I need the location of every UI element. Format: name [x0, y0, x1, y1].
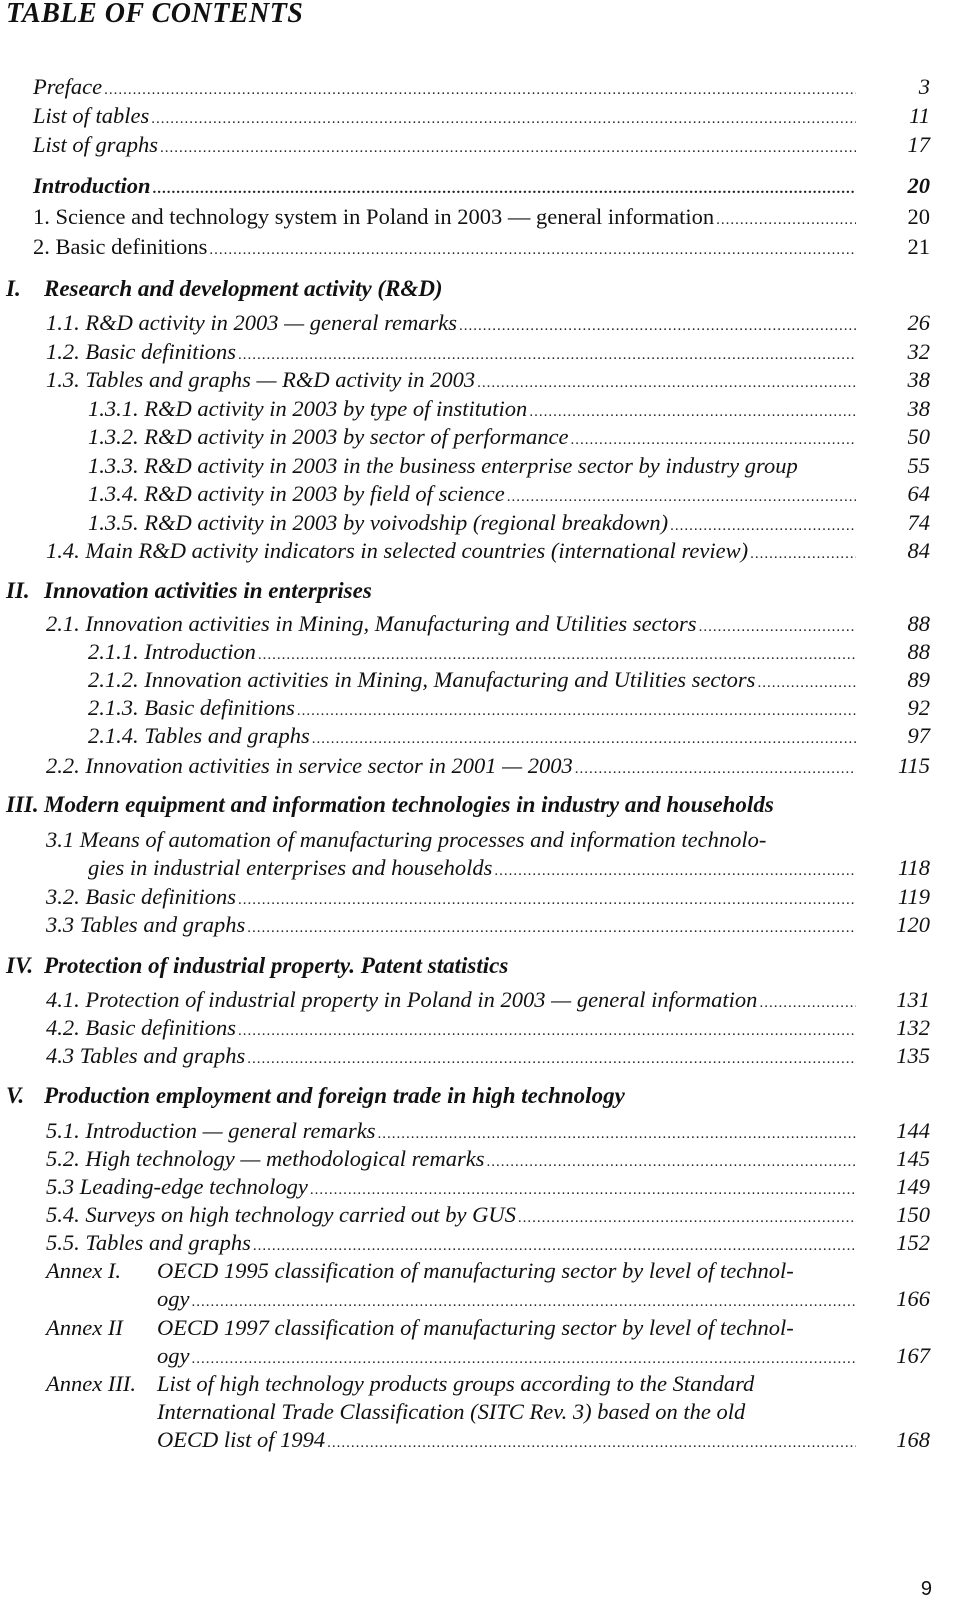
leader-dots [310, 1182, 856, 1199]
section-heading[interactable] [6, 792, 774, 818]
toc-entry[interactable] [88, 396, 856, 422]
annex-title-line: OECD 1997 classification of manufacturing sector by level of technol- [157, 1315, 794, 1340]
toc-entry[interactable] [157, 1427, 856, 1453]
page-title: TABLE OF CONTENTS [6, 0, 304, 29]
toc-page-number: 74 [907, 510, 930, 535]
toc-page-number: 21 [907, 234, 930, 259]
toc-page-number: 88 [907, 639, 930, 664]
toc-entry[interactable] [46, 310, 856, 336]
toc-entry[interactable] [88, 667, 856, 693]
toc-entry-label: 1.3. Tables and graphs — R&D activity in 2003 [46, 367, 476, 392]
leader-dots [258, 647, 856, 664]
leader-dots [253, 1238, 856, 1255]
toc-entry[interactable] [157, 1286, 856, 1312]
toc-entry[interactable] [46, 884, 856, 910]
toc-page-number: 120 [896, 912, 930, 937]
toc-entry-label: 1.2. Basic definitions [46, 339, 236, 364]
section-title: Modern equipment and information technologies in industry and households [44, 792, 774, 817]
toc-entry[interactable] [46, 1118, 856, 1144]
toc-page-number: 118 [897, 855, 930, 880]
leader-dots [529, 404, 856, 421]
toc-page-number: 119 [897, 884, 930, 909]
toc-entry-label: 5.4. Surveys on high technology carried out by GUS [46, 1202, 516, 1227]
section-title: Protection of industrial property. Patent statistics [44, 953, 509, 978]
toc-entry-label: 3.3 Tables and graphs [46, 912, 246, 937]
leader-dots [494, 863, 856, 880]
toc-entry[interactable] [88, 424, 856, 450]
toc-entry-label: 4.1. Protection of industrial property in Poland in 2003 — general information [46, 987, 758, 1012]
toc-page-number: 50 [907, 424, 930, 449]
toc-entry-label: gies in industrial enterprises and households [88, 855, 493, 880]
leader-dots [238, 1023, 856, 1040]
toc-entry[interactable] [33, 103, 856, 129]
leader-dots [327, 1435, 856, 1452]
leader-dots [670, 518, 856, 535]
leader-dots [297, 703, 856, 720]
leader-dots [247, 1051, 856, 1068]
toc-entry-label: 1.4. Main R&D activity indicators in selected countries (international review) [46, 538, 749, 563]
toc-page-number: 20 [907, 204, 930, 229]
leader-dots [759, 995, 856, 1012]
toc-entry-label: 5.1. Introduction — general remarks [46, 1118, 376, 1143]
toc-entry[interactable] [46, 339, 856, 365]
annex-label: Annex II [46, 1315, 123, 1340]
toc-entry[interactable] [33, 132, 856, 158]
leader-dots [571, 432, 856, 449]
leader-dots [312, 731, 856, 748]
toc-entry[interactable] [46, 1146, 856, 1172]
section-number: II. [6, 578, 30, 603]
toc-entry[interactable] [46, 1230, 856, 1256]
toc-entry-label: 4.3 Tables and graphs [46, 1043, 246, 1068]
toc-page-number: 88 [907, 611, 930, 636]
toc-page-number: 152 [896, 1230, 930, 1255]
toc-entry-label: 2.2. Innovation activities in service sector in 2001 — 2003 [46, 753, 573, 778]
toc-page-number: 115 [897, 753, 930, 778]
toc-page-number: 92 [907, 695, 930, 720]
toc-page-number: 132 [896, 1015, 930, 1040]
toc-entry[interactable] [88, 855, 856, 881]
toc-entry[interactable] [33, 173, 856, 199]
annex-label: Annex III. [46, 1371, 136, 1396]
toc-entry-label: 3.1 Means of automation of manufacturing processes and information technolo- [46, 827, 767, 852]
toc-entry-label: 2. Basic definitions [33, 234, 208, 259]
leader-dots [757, 675, 856, 692]
toc-page-number: 168 [896, 1427, 930, 1452]
leader-dots [750, 546, 856, 563]
toc-page-number: 97 [907, 723, 930, 748]
toc-entry[interactable] [46, 1174, 856, 1200]
toc-page-number: 150 [896, 1202, 930, 1227]
leader-dots [699, 619, 856, 636]
leader-dots [378, 1126, 856, 1143]
toc-entry-label: 1.3.5. R&D activity in 2003 by voivodship (regional breakdown) [88, 510, 669, 535]
section-title: Production employment and foreign trade in high technology [44, 1083, 625, 1108]
toc-entry[interactable] [46, 1202, 856, 1228]
toc-entry-label: ogy [157, 1343, 190, 1368]
toc-entry-label: OECD list of 1994 [157, 1427, 326, 1452]
toc-entry[interactable] [46, 611, 856, 637]
toc-entry-label: 3.2. Basic definitions [46, 884, 236, 909]
toc-entry[interactable] [88, 695, 856, 721]
toc-entry-label: 5.5. Tables and graphs [46, 1230, 251, 1255]
toc-entry-label: 5.2. High technology — methodological remarks [46, 1146, 485, 1171]
leader-dots [209, 242, 856, 259]
toc-page-number: 89 [907, 667, 930, 692]
annex-title-line: International Trade Classification (SITC Rev. 3) based on the old [157, 1399, 746, 1424]
toc-entry-label: 1.3.1. R&D activity in 2003 by type of institution [88, 396, 528, 421]
toc-entry-label: 2.1. Innovation activities in Mining, Manufacturing and Utilities sectors [46, 611, 697, 636]
section-heading[interactable] [6, 276, 443, 302]
toc-entry-label: 2.1.3. Basic definitions [88, 695, 295, 720]
toc-page-number: 149 [896, 1174, 930, 1199]
leader-dots [151, 111, 856, 128]
toc-entry-label: Preface [33, 74, 103, 99]
leader-dots [192, 1351, 857, 1368]
toc-entry[interactable] [46, 1015, 856, 1041]
toc-entry-label: Introduction [33, 173, 151, 198]
toc-page-number: 3 [918, 74, 930, 99]
toc-page-number: 167 [896, 1343, 930, 1368]
section-title: Innovation activities in enterprises [44, 578, 372, 603]
leader-dots [247, 920, 856, 937]
toc-entry[interactable] [46, 912, 856, 938]
leader-dots [716, 212, 856, 229]
toc-entry[interactable] [46, 538, 856, 564]
leader-dots [518, 1210, 856, 1227]
section-title: Research and development activity (R&D) [44, 276, 443, 301]
toc-entry[interactable] [88, 453, 798, 479]
leader-dots [160, 140, 856, 157]
toc-entry-label: 2.1.4. Tables and graphs [88, 723, 310, 748]
toc-entry[interactable] [33, 74, 856, 100]
toc-entry-label: List of graphs [33, 132, 159, 157]
leader-dots [486, 1154, 856, 1171]
toc-entry[interactable] [33, 204, 856, 230]
toc-entry[interactable] [46, 987, 856, 1013]
toc-page-number: 131 [896, 987, 930, 1012]
toc-entry[interactable] [46, 367, 856, 393]
toc-entry-label: 5.3 Leading-edge technology [46, 1174, 308, 1199]
leader-dots [459, 318, 856, 335]
toc-page-number: 145 [896, 1146, 930, 1171]
toc-entry-label: 1.1. R&D activity in 2003 — general remarks [46, 310, 457, 335]
toc-entry[interactable] [46, 753, 856, 779]
toc-entry-label: List of tables [33, 103, 150, 128]
toc-page-number: 11 [909, 103, 930, 128]
annex-title-line: List of high technology products groups according to the Standard [157, 1371, 755, 1396]
toc-page-number: 166 [896, 1286, 930, 1311]
toc-page-number: 144 [896, 1118, 930, 1143]
toc-entry-label: 2.1.1. Introduction [88, 639, 256, 664]
toc-entry[interactable] [88, 639, 856, 665]
toc-page-number: 17 [907, 132, 930, 157]
section-heading[interactable] [6, 953, 508, 979]
toc-entry-label: 1. Science and technology system in Poland in 2003 — general information [33, 204, 715, 229]
leader-dots [238, 347, 856, 364]
toc-page-number: 135 [896, 1043, 930, 1068]
annex-label: Annex I. [46, 1258, 121, 1283]
leader-dots [153, 181, 856, 198]
leader-dots [104, 82, 856, 99]
toc-entry[interactable] [88, 481, 856, 507]
toc-entry-label: 2.1.2. Innovation activities in Mining, Manufacturing and Utilities sectors [88, 667, 756, 692]
toc-page-number: 55 [907, 453, 930, 478]
toc-entry-label: 1.3.4. R&D activity in 2003 by field of science [88, 481, 505, 506]
toc-entry-label: ogy [157, 1286, 190, 1311]
leader-dots [192, 1294, 857, 1311]
section-number: III. [6, 792, 39, 817]
toc-entry[interactable] [88, 723, 856, 749]
leader-dots [477, 375, 856, 392]
toc-entry[interactable] [46, 1043, 856, 1069]
toc-entry-label: 4.2. Basic definitions [46, 1015, 236, 1040]
leader-dots [238, 892, 856, 909]
section-number: IV. [6, 953, 34, 978]
toc-page-number: 32 [907, 339, 930, 364]
toc-page-number: 38 [907, 396, 930, 421]
leader-dots [507, 489, 856, 506]
toc-entry[interactable] [157, 1343, 856, 1369]
toc-entry[interactable] [33, 234, 856, 260]
toc-page-number: 64 [907, 481, 930, 506]
leader-dots [575, 761, 856, 778]
toc-entry[interactable] [88, 510, 856, 536]
toc-page-number: 20 [907, 173, 930, 198]
section-heading[interactable] [6, 1083, 625, 1109]
annex-title-line: OECD 1995 classification of manufacturing sector by level of technol- [157, 1258, 794, 1283]
section-number: I. [6, 276, 21, 301]
page-number: 9 [920, 1578, 932, 1600]
toc-entry-label: 1.3.3. R&D activity in 2003 in the business enterprise sector by industry group [88, 453, 798, 478]
section-heading[interactable] [6, 578, 372, 604]
toc-page-number: 38 [907, 367, 930, 392]
section-number: V. [6, 1083, 25, 1108]
toc-entry-label: 1.3.2. R&D activity in 2003 by sector of performance [88, 424, 569, 449]
toc-page-number: 84 [907, 538, 930, 563]
toc-page-number: 26 [907, 310, 930, 335]
